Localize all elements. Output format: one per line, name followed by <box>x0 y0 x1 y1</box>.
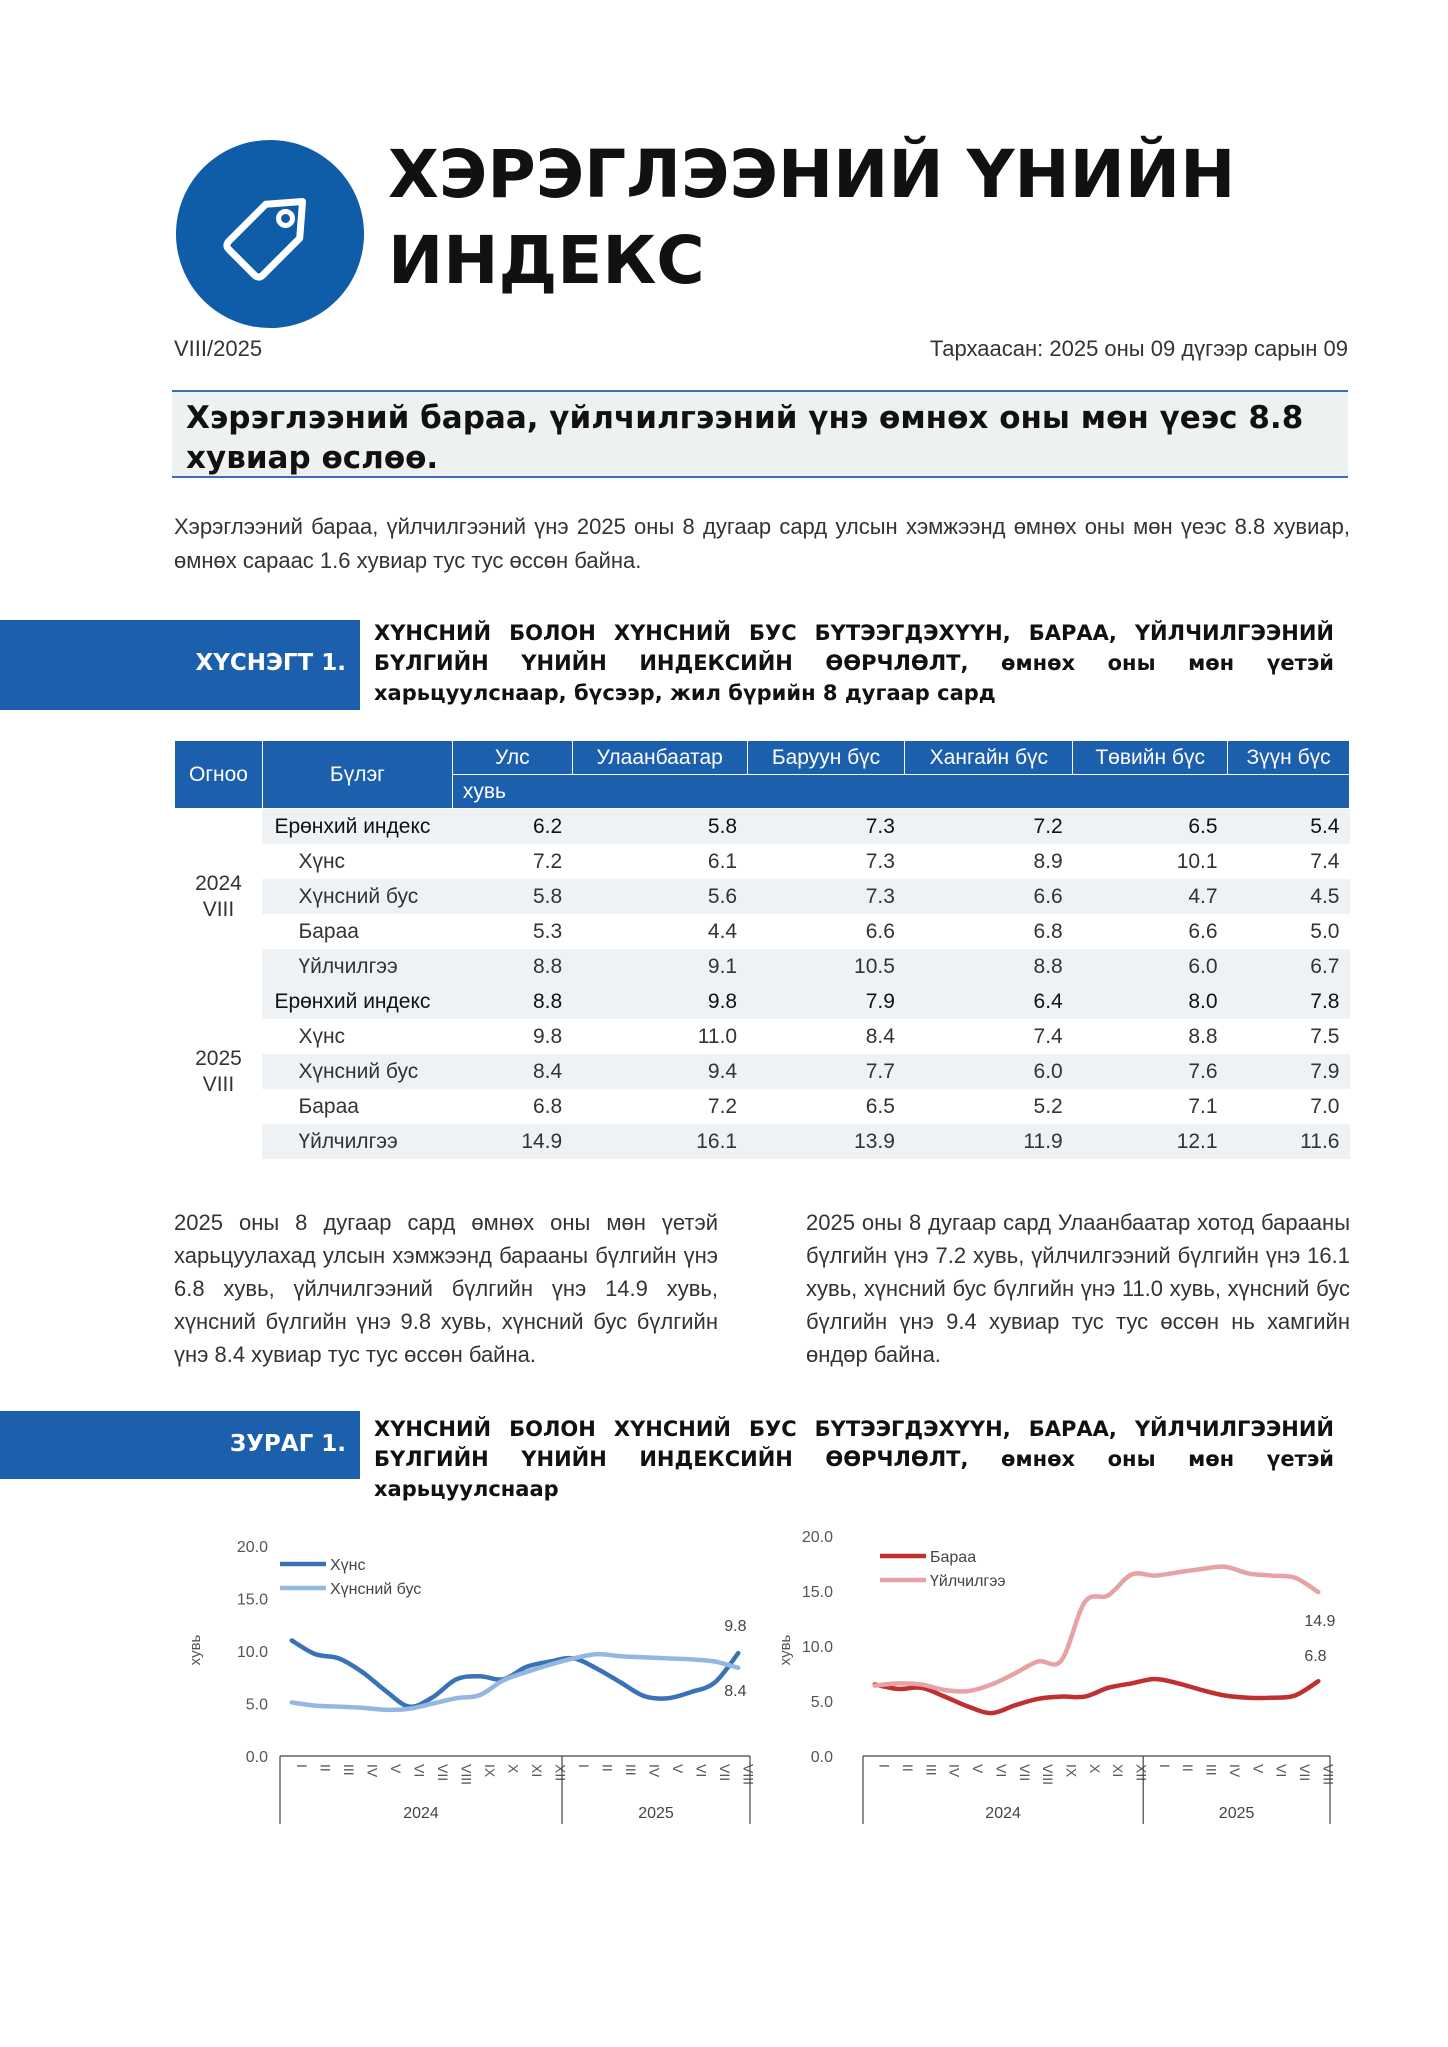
y-axis-label: хувь <box>187 1634 204 1666</box>
y-axis-label: хувь <box>777 1634 794 1666</box>
y-tick-label: 10.0 <box>801 1639 833 1656</box>
legend-label: Хүнс <box>330 1557 366 1574</box>
value-cell: 4.5 <box>1228 879 1350 914</box>
headline-text: Хэрэглээний бараа, үйлчилгээний үнэ өмнөх оны мөн үеэс 8.8 хувиар өслөө. <box>186 400 1304 476</box>
value-cell: 6.7 <box>1228 949 1350 984</box>
x-tick-label: II <box>317 1764 334 1772</box>
value-cell: 7.5 <box>1310 1024 1340 1048</box>
x-tick-label: XII <box>1133 1764 1150 1782</box>
x-tick-label: IV <box>646 1764 663 1778</box>
value-cell: 10.5 <box>747 949 905 984</box>
x-tick-label: VIII <box>1320 1764 1337 1786</box>
table-row <box>175 1019 1350 1054</box>
group-label: Хүнсний бус <box>262 879 452 914</box>
table-row <box>175 879 1350 914</box>
group-label: Ерөнхий индекс <box>262 809 452 845</box>
group-label: Үйлчилгээ <box>262 1124 452 1159</box>
value-cell: 8.4 <box>865 1024 895 1048</box>
y-tick-label: 15.0 <box>236 1591 268 1609</box>
legend-label: Хүнсний бус <box>330 1581 422 1598</box>
y-tick-label: 0.0 <box>810 1749 833 1766</box>
x-tick-label: IX <box>481 1764 498 1778</box>
end-value-label: 6.8 <box>1304 1648 1327 1666</box>
value-cell: 6.6 <box>905 879 1073 914</box>
year-label: 2024 <box>403 1805 439 1822</box>
year-label: 2025 <box>638 1805 674 1822</box>
title-line-2: ИНДЕКС <box>388 222 705 299</box>
intro-paragraph: Хэрэглээний бараа, үйлчилгээний үнэ 2025 оны 8 дугаар сард улсын хэмжээнд өмнөх оны мөн үеэс 8.8 хувиар, өмнөх сараас 1.6 хувиар тус тус өссөн байна. <box>174 514 1350 573</box>
value-cell: 7.0 <box>1310 1094 1340 1118</box>
year-label: 2024 <box>985 1805 1021 1822</box>
x-tick-label: II <box>1180 1764 1197 1772</box>
group-label: Бараа <box>298 1094 359 1118</box>
value-cell: 7.8 <box>1228 984 1350 1019</box>
value-cell: 7.9 <box>747 984 905 1019</box>
x-tick-label: VIII <box>740 1764 757 1786</box>
value-cell: 9.8 <box>572 984 747 1019</box>
price-tag-logo <box>176 140 364 328</box>
group-label: Хүнс <box>298 849 346 873</box>
value-cell: 6.8 <box>1033 919 1063 943</box>
x-tick-label: VIII <box>1040 1764 1057 1786</box>
table-caption-bar <box>0 620 360 710</box>
value-cell: 9.8 <box>532 1024 563 1048</box>
value-cell: 6.4 <box>905 984 1073 1019</box>
col-region-header: Хангайн бүс <box>905 741 1073 775</box>
x-tick-label: IX <box>1063 1764 1080 1778</box>
x-tick-label: VI <box>1273 1764 1290 1778</box>
x-tick-label: IV <box>1226 1764 1243 1778</box>
x-tick-label: VI <box>993 1764 1010 1778</box>
table-row <box>175 1089 1350 1124</box>
value-cell: 6.1 <box>707 849 738 873</box>
value-cell: 5.3 <box>532 919 563 943</box>
value-cell: 11.9 <box>905 1124 1073 1159</box>
value-cell: 14.9 <box>452 1124 572 1159</box>
group-label: Ерөнхий индекс <box>262 984 452 1019</box>
value-cell: 6.0 <box>905 1054 1073 1089</box>
col-region-header: Улс <box>452 741 572 775</box>
x-tick-label: II <box>900 1764 917 1772</box>
x-tick-label: VII <box>716 1764 733 1782</box>
table-row <box>175 1054 1350 1089</box>
y-tick-label: 20.0 <box>801 1529 833 1546</box>
x-tick-label: IV <box>946 1764 963 1778</box>
table-row <box>175 844 1350 879</box>
x-tick-label: III <box>923 1764 940 1776</box>
value-cell: 6.2 <box>452 809 572 845</box>
x-tick-label: V <box>970 1764 987 1774</box>
x-tick-label: I <box>575 1764 592 1768</box>
year-label: 2025 <box>1218 1805 1255 1822</box>
y-tick-label: 0.0 <box>245 1749 268 1766</box>
table-body <box>175 809 1350 1160</box>
value-cell: 7.2 <box>905 809 1073 845</box>
value-cell: 6.6 <box>865 919 895 943</box>
x-tick-label: V <box>387 1764 404 1774</box>
value-cell: 5.8 <box>452 879 572 914</box>
x-tick-label: XI <box>1110 1764 1127 1778</box>
value-cell: 16.1 <box>572 1124 747 1159</box>
value-cell: 5.6 <box>572 879 747 914</box>
table-row <box>175 809 1350 845</box>
value-cell: 7.4 <box>1033 1024 1063 1048</box>
figure-caption-label: ЗУРАГ 1. <box>229 1431 346 1457</box>
x-tick-label: II <box>599 1764 616 1772</box>
y-tick-label: 5.0 <box>245 1696 268 1714</box>
x-tick-label: III <box>1203 1764 1220 1776</box>
period-label: VIII/2025 <box>174 336 263 361</box>
page-title <box>388 132 1288 304</box>
value-cell: 8.9 <box>1033 849 1063 873</box>
table-caption-text: ХҮНСНИЙ БОЛОН ХҮНСНИЙ БУС БҮТЭЭГДЭХҮҮН, БАРАА, ҮЙЛЧИЛГЭЭНИЙ БҮЛГИЙН ҮНИЙН ИНДЕКСИЙН ӨӨРЧЛӨЛТ, өмнөх оны мөн үетэй харьцуулснаар, бүсээр, жил бүрийн 8 дугаар сард <box>374 621 1334 705</box>
value-cell: 5.4 <box>1228 809 1350 845</box>
value-cell: 8.8 <box>452 984 572 1019</box>
col-region-header: Зүүн бүс <box>1228 741 1350 775</box>
col-region-header: Улаанбаатар <box>572 741 747 775</box>
release-date: Тархаасан: 2025 оны 09 дүгээр сарын 09 <box>929 336 1348 361</box>
paragraph-left: 2025 оны 8 дугаар сард өмнөх оны мөн үетэй харьцуулахад улсын хэмжээнд барааны бүлгийн үнэ 6.8 хувь, үйлчилгээний бүлгийн үнэ 14.9 хувь, хүнсний бүлгийн үнэ 9.8 хувь, хүнсний бус бүлгийн үнэ 8.4 хувиар тус тус өссөн байна. <box>174 1210 718 1367</box>
y-tick-label: 15.0 <box>801 1584 833 1601</box>
price-tag-icon <box>176 140 364 328</box>
headline-box <box>172 390 1348 478</box>
value-cell: 8.0 <box>1073 984 1228 1019</box>
x-tick-label: I <box>876 1764 893 1768</box>
x-tick-label: X <box>1086 1764 1103 1774</box>
end-value-label: 14.9 <box>1304 1613 1336 1631</box>
value-cell: 8.4 <box>452 1054 572 1089</box>
x-tick-label: V <box>669 1764 686 1774</box>
col-region-header: Баруун бүс <box>747 741 905 775</box>
col-date-header: Огноо <box>175 741 263 809</box>
table-row <box>175 984 1350 1019</box>
value-cell: 7.9 <box>1228 1054 1350 1089</box>
col-region-header: Төвийн бүс <box>1073 741 1228 775</box>
value-cell: 13.9 <box>747 1124 905 1159</box>
value-cell: 4.7 <box>1073 879 1228 914</box>
chart-food-nonfood <box>170 1500 760 1830</box>
value-cell: 7.3 <box>865 849 895 873</box>
legend-label: Бараа <box>930 1549 977 1566</box>
group-label: Хүнс <box>298 1024 346 1048</box>
value-cell: 6.5 <box>1073 809 1228 845</box>
end-value-label: 8.4 <box>724 1682 747 1700</box>
value-cell: 7.3 <box>747 809 905 845</box>
x-tick-label: VI <box>693 1764 710 1778</box>
series-line-1 <box>292 1654 739 1710</box>
value-cell: 11.0 <box>697 1024 738 1048</box>
value-cell: 7.7 <box>747 1054 905 1089</box>
legend-label: Үйлчилгээ <box>930 1573 1006 1590</box>
value-cell: 7.6 <box>1073 1054 1228 1089</box>
value-cell: 6.5 <box>865 1094 895 1118</box>
series-line-0 <box>875 1679 1319 1713</box>
value-cell: 4.4 <box>707 919 738 943</box>
table-row <box>175 1124 1350 1159</box>
x-tick-label: X <box>505 1764 522 1774</box>
paragraph-right: 2025 оны 8 дугаар сард Улаанбаатар хотод барааны бүлгийн үнэ 7.2 хувь, үйлчилгээний бүлгийн үнэ 16.1 хувь, хүнсний бус бүлгийн үнэ 11.0 хувь, хүнсний бус бүлгийн үнэ 9.4 хувиар тус тус өссөн нь хамгийн өндөр байна. <box>806 1210 1350 1367</box>
value-cell: 10.1 <box>1176 849 1218 873</box>
date-cell: 2024 VIII <box>195 871 242 921</box>
x-tick-label: XI <box>528 1764 545 1778</box>
value-cell: 7.2 <box>532 849 563 873</box>
value-cell: 7.3 <box>747 879 905 914</box>
value-cell: 11.6 <box>1228 1124 1350 1159</box>
value-cell: 7.4 <box>1310 849 1340 873</box>
value-cell: 5.0 <box>1310 919 1340 943</box>
value-cell: 7.1 <box>1188 1094 1218 1118</box>
value-cell: 5.8 <box>572 809 747 845</box>
group-label: Хүнсний бус <box>262 1054 452 1089</box>
x-tick-label: I <box>1156 1764 1173 1768</box>
table-caption-label: ХҮСНЭГТ 1. <box>195 650 346 676</box>
value-cell: 7.2 <box>707 1094 738 1118</box>
value-cell: 8.8 <box>452 949 572 984</box>
value-cell: 6.6 <box>1188 919 1218 943</box>
group-label: Үйлчилгээ <box>262 949 452 984</box>
value-cell: 9.4 <box>572 1054 747 1089</box>
value-cell: 12.1 <box>1073 1124 1228 1159</box>
value-cell: 8.8 <box>905 949 1073 984</box>
value-cell: 9.1 <box>572 949 747 984</box>
unit-header: хувь <box>452 775 1349 809</box>
x-tick-label: V <box>1250 1764 1267 1774</box>
x-tick-label: XII <box>552 1764 569 1782</box>
chart-goods-services <box>748 1500 1348 1830</box>
y-tick-label: 20.0 <box>236 1539 268 1556</box>
x-tick-label: III <box>340 1764 357 1776</box>
x-tick-label: I <box>293 1764 310 1768</box>
price-index-table <box>174 740 1350 1159</box>
value-cell: 6.8 <box>532 1094 563 1118</box>
x-tick-label: VII <box>1016 1764 1033 1782</box>
y-tick-label: 10.0 <box>236 1644 268 1661</box>
value-cell: 6.0 <box>1073 949 1228 984</box>
value-cell: 5.2 <box>1033 1094 1063 1118</box>
x-tick-label: VII <box>1296 1764 1313 1782</box>
x-tick-label: VI <box>411 1764 428 1778</box>
x-tick-label: III <box>622 1764 639 1776</box>
table-row <box>175 949 1350 984</box>
end-value-label: 9.8 <box>724 1618 747 1636</box>
date-cell: 2025 VIII <box>195 1046 242 1096</box>
x-tick-label: IV <box>364 1764 381 1778</box>
group-label: Бараа <box>298 919 359 943</box>
title-line-1: ХЭРЭГЛЭЭНИЙ ҮНИЙН <box>388 136 1236 213</box>
x-tick-label: VII <box>434 1764 451 1782</box>
figure-caption-bar <box>0 1411 360 1479</box>
x-tick-label: VIII <box>458 1764 475 1786</box>
figure-caption-text: ХҮНСНИЙ БОЛОН ХҮНСНИЙ БУС БҮТЭЭГДЭХҮҮН, БАРАА, ҮЙЛЧИЛГЭЭНИЙ БҮЛГИЙН ҮНИЙН ИНДЕКСИЙН ӨӨРЧЛӨЛТ, өмнөх оны мөн үетэй харьцуулснаар <box>374 1417 1334 1501</box>
value-cell: 8.8 <box>1188 1024 1218 1048</box>
table-row <box>175 914 1350 949</box>
col-group-header: Бүлэг <box>262 741 452 809</box>
y-tick-label: 5.0 <box>810 1694 833 1711</box>
